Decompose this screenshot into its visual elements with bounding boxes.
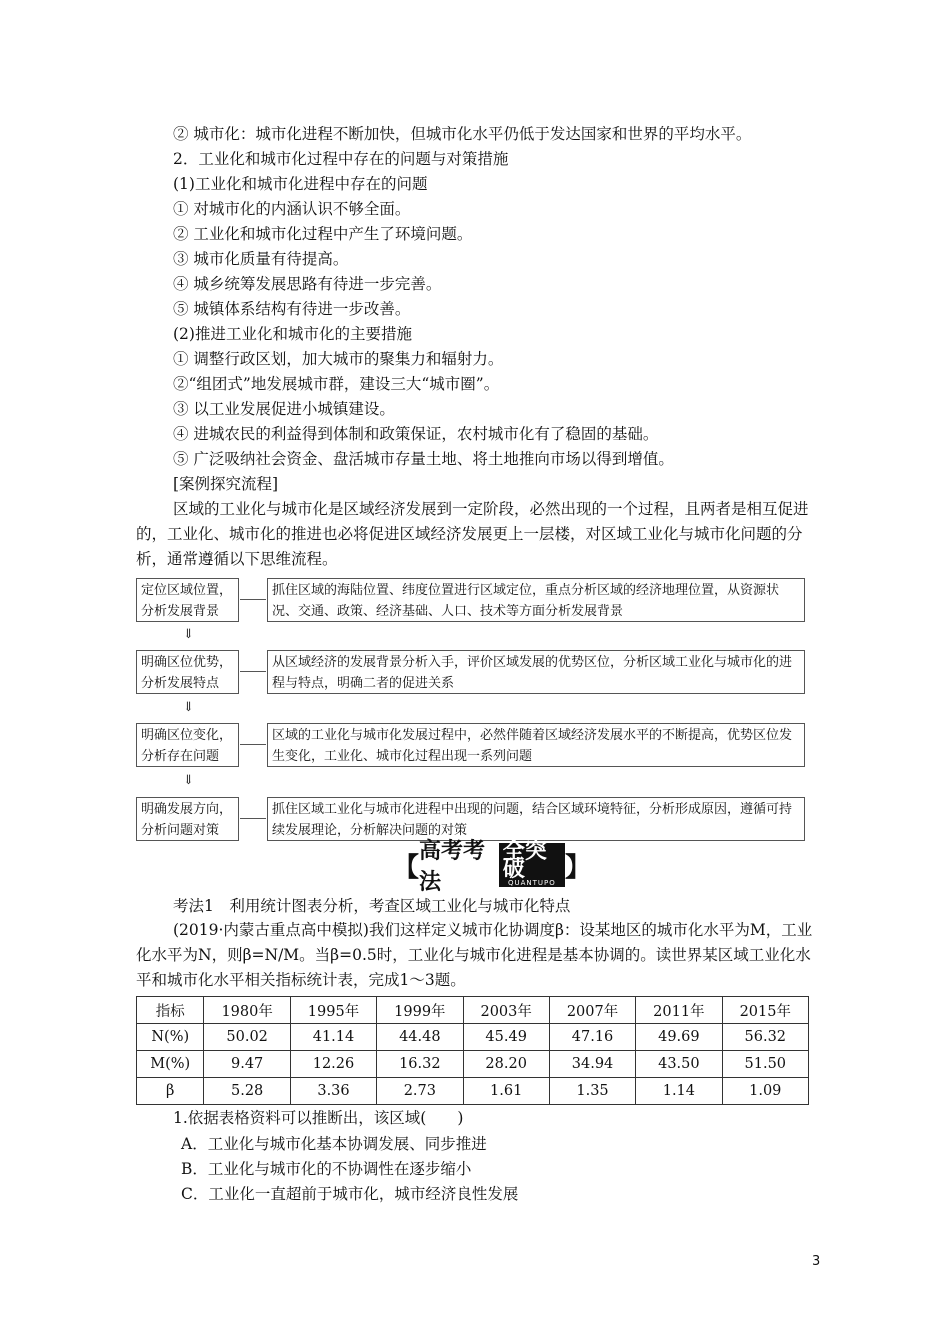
flow-connector: [240, 744, 266, 745]
table-header-cell: 2007年: [549, 997, 635, 1024]
table-cell: 1.61: [463, 1078, 549, 1105]
list-item: ① 对城市化的内涵认识不够全面。: [173, 200, 411, 218]
table-cell: β: [137, 1078, 204, 1105]
method-title: 考法1 利用统计图表分析，考查区域工业化与城市化特点: [173, 897, 571, 915]
table-cell: 28.20: [463, 1051, 549, 1078]
banner-title: 高考考法: [419, 839, 486, 895]
table-header-row: [137, 997, 809, 1024]
answer-option: C．工业化一直超前于城市化，城市经济良性发展: [181, 1185, 519, 1203]
table-row: [137, 1078, 809, 1105]
flow-connector: [240, 671, 266, 672]
table-cell: 1.14: [636, 1078, 722, 1105]
table-row: [137, 1051, 809, 1078]
table-cell: 34.94: [549, 1051, 635, 1078]
table-cell: 5.28: [204, 1078, 290, 1105]
table-cell: 41.14: [290, 1024, 376, 1051]
page-number: 3: [812, 1254, 821, 1269]
banner-bracket-close: 】: [564, 852, 591, 883]
table-cell: 9.47: [204, 1051, 290, 1078]
table-cell: N(%): [137, 1024, 204, 1051]
table-cell: 56.32: [722, 1024, 808, 1051]
list-item: ③ 城市化质量有待提高。: [173, 250, 349, 268]
answer-option: A．工业化与城市化基本协调发展、同步推进: [181, 1135, 487, 1153]
question-intro: (2019·内蒙古重点高中模拟)我们这样定义城市化协调度β：设某地区的城市化水平为M，工业化水平为N，则β=N/M。当β=0.5时，工业化与城市化进程是基本协调的。读世界某区域工业化水平和城市化水平相关指标统计表，完成1～3题。: [136, 921, 813, 989]
list-item: ② 工业化和城市化过程中产生了环境问题。: [173, 225, 473, 243]
table-row: [137, 1024, 809, 1051]
flow-detail: 抓住区域的海陆位置、纬度位置进行区域定位，重点分析区域的经济地理位置，从资源状况、交通、政策、经济基础、人口、技术等方面分析发展背景: [267, 578, 805, 622]
list-item: ③ 以工业发展促进小城镇建设。: [173, 400, 395, 418]
list-item: ④ 进城农民的利益得到体制和政策保证，农村城市化有了稳固的基础。: [173, 425, 659, 443]
case-heading: [案例探究流程]: [173, 475, 279, 493]
flow-step: 明确区位变化，分析存在问题: [136, 723, 239, 767]
table-cell: 1.35: [549, 1078, 635, 1105]
section-heading: 2．工业化和城市化过程中存在的问题与对策措施: [173, 150, 509, 168]
table-cell: 16.32: [377, 1051, 463, 1078]
table-cell: 44.48: [377, 1024, 463, 1051]
table-cell: 49.69: [636, 1024, 722, 1051]
banner-badge-subtext: QUANTUPO: [507, 879, 556, 887]
banner-bracket-open: 【: [393, 852, 420, 883]
question-text: 1.依据表格资料可以推断出，该区域( ): [173, 1109, 464, 1127]
table-header-cell: 1999年: [377, 997, 463, 1024]
flow-detail: 抓住区域工业化与城市化进程中出现的问题，结合区域环境特征，分析形成原因，遵循可持续发展理论，分析解决问题的对策: [267, 797, 805, 841]
list-item: ⑤ 城镇体系结构有待进一步改善。: [173, 300, 411, 318]
flow-connector: [240, 818, 266, 819]
list-item: ⑤ 广泛吸纳社会资金、盘活城市存量土地、将土地推向市场以得到增值。: [173, 450, 674, 468]
table-cell: 3.36: [290, 1078, 376, 1105]
flow-connector: [240, 599, 266, 600]
banner-badge-text: 全突破: [502, 839, 547, 882]
table-cell: M(%): [137, 1051, 204, 1078]
flow-step: 明确发展方向，分析问题对策: [136, 797, 239, 841]
table-cell: 50.02: [204, 1024, 290, 1051]
table-header-cell: 2011年: [636, 997, 722, 1024]
down-arrow-icon: ⇓: [183, 700, 194, 715]
list-item: ① 调整行政区划，加大城市的聚集力和辐射力。: [173, 350, 504, 368]
table-cell: 45.49: [463, 1024, 549, 1051]
subsection-heading: (2)推进工业化和城市化的主要措施: [173, 325, 412, 343]
table-header-cell: 指标: [137, 997, 204, 1024]
subsection-heading: (1)工业化和城市化进程中存在的问题: [173, 175, 428, 193]
section-banner: [393, 839, 591, 895]
flow-detail: 从区域经济的发展背景分析入手，评价区域发展的优势区位，分析区域工业化与城市化的进程与特点，明确二者的促进关系: [267, 650, 805, 694]
flow-detail: 区域的工业化与城市化发展过程中，必然伴随着区域经济发展水平的不断提高，优势区位发生变化，工业化、城市化过程出现一系列问题: [267, 723, 805, 767]
table-cell: 47.16: [549, 1024, 635, 1051]
table-header-cell: 1980年: [204, 997, 290, 1024]
list-item: ②“组团式”地发展城市群，建设三大“城市圈”。: [173, 375, 500, 393]
table-header-cell: 2003年: [463, 997, 549, 1024]
intro-paragraph: 区域的工业化与城市化是区域经济发展到一定阶段，必然出现的一个过程，且两者是相互促进的，工业化、城市化的推进也必将促进区域经济发展更上一层楼，对区域工业化与城市化问题的分析，通常遵循以下思维流程。: [136, 500, 809, 568]
table-cell: 1.09: [722, 1078, 808, 1105]
table-cell: 12.26: [290, 1051, 376, 1078]
down-arrow-icon: ⇓: [183, 773, 194, 788]
table-header-cell: 2015年: [722, 997, 808, 1024]
down-arrow-icon: ⇓: [183, 627, 194, 642]
table-header-cell: 1995年: [290, 997, 376, 1024]
table-cell: 51.50: [722, 1051, 808, 1078]
answer-option: B．工业化与城市化的不协调性在逐步缩小: [181, 1160, 472, 1178]
text-line: ② 城市化：城市化进程不断加快，但城市化水平仍低于发达国家和世界的平均水平。: [173, 125, 752, 143]
flow-step: 定位区域位置，分析发展背景: [136, 578, 239, 622]
flow-step: 明确区位优势，分析发展特点: [136, 650, 239, 694]
statistics-table: [136, 996, 809, 1105]
table-cell: 2.73: [377, 1078, 463, 1105]
table-cell: 43.50: [636, 1051, 722, 1078]
banner-badge: [499, 839, 565, 887]
list-item: ④ 城乡统筹发展思路有待进一步完善。: [173, 275, 442, 293]
